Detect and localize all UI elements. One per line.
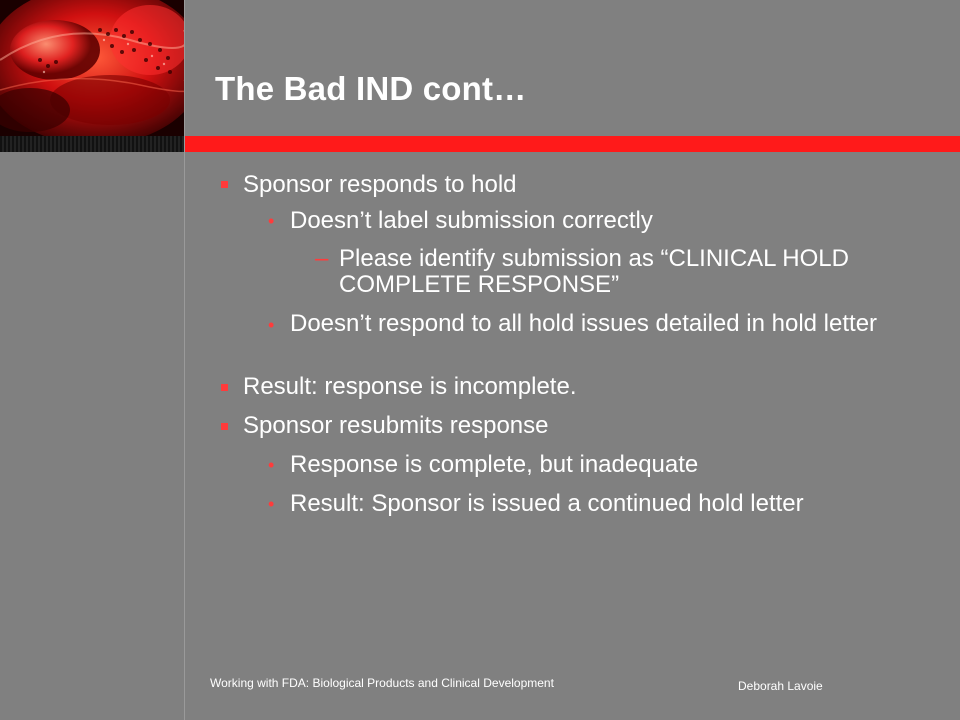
bullet-item: Result: Sponsor is issued a continued hold letter: [290, 490, 804, 517]
bullet-item: Result: response is incomplete.: [243, 373, 577, 400]
dot-bullet-icon: •: [268, 455, 275, 475]
footer-presentation-title: Working with FDA: Biological Products and Clinical Development: [210, 676, 554, 690]
bullet-item: Doesn’t label submission correctly: [290, 207, 653, 234]
bullet-item: Sponsor resubmits response: [243, 412, 549, 439]
square-bullet-icon: [221, 181, 228, 188]
square-bullet-icon: [221, 423, 228, 430]
dot-bullet-icon: •: [268, 315, 275, 335]
bullet-item: Response is complete, but inadequate: [290, 451, 699, 478]
footer-author: Deborah Lavoie: [738, 679, 823, 693]
dash-bullet-icon: –: [315, 245, 329, 272]
bullet-item: Doesn’t respond to all hold issues detailed in hold letter: [290, 310, 878, 337]
bullet-item: Sponsor responds to hold: [243, 171, 517, 198]
square-bullet-icon: [221, 384, 228, 391]
dot-bullet-icon: •: [268, 211, 275, 231]
dot-bullet-icon: •: [268, 494, 275, 514]
slide-title: The Bad IND cont…: [215, 70, 527, 107]
bullet-item: Please identify submission as “CLINICAL HOLD COMPLETE RESPONSE”: [339, 245, 849, 298]
